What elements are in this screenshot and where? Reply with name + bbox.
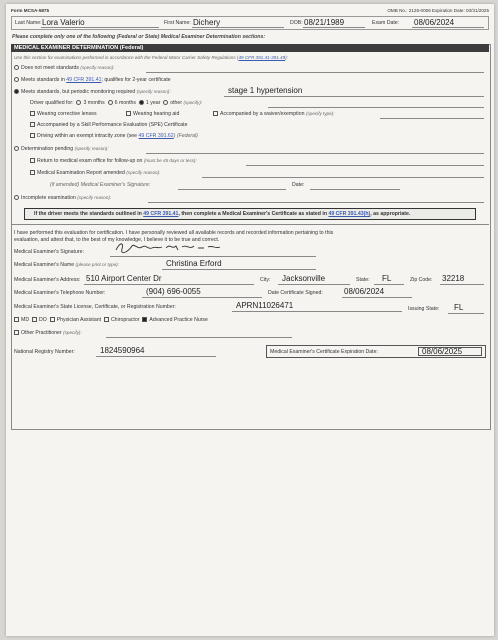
checkbox-amended[interactable]: Medical Examination Report amended (specify reason): [30,170,160,176]
city-label: City: [260,277,271,283]
address-label: Medical Examiner's Address: [14,277,81,283]
box-amended[interactable] [30,170,35,175]
first-name-label: First Name: [164,20,191,26]
nrn-field[interactable]: 1824590964 [100,346,145,355]
dob-field[interactable]: 08/21/1989 [304,18,345,27]
option-pending[interactable]: Determination pending (specify reason): [14,146,109,152]
box-spe[interactable] [30,122,35,127]
radio-3-months[interactable] [76,100,81,105]
attest-text-1: I have performed this evaluation for certification. I have personally reviewed all available records and recorded information pertaining to this [14,230,334,236]
examiner-name-label: Medical Examiner's Name (please print or type): [14,262,119,268]
form-page [6,4,494,636]
box-md[interactable] [14,317,19,322]
nrn-label: National Registry Number: [14,349,75,355]
first-name-field[interactable]: Dichery [193,18,221,27]
issuing-state-field[interactable]: FL [454,303,464,312]
radio-incomplete[interactable] [14,195,19,200]
license-field[interactable]: APRN11026471 [236,301,294,310]
radio-periodic[interactable] [14,89,19,94]
box-apn[interactable] [142,317,147,322]
last-name-label: Last Name: [15,20,42,26]
checkbox-spe[interactable]: Accompanied by a Skill Performance Evaluation (SPE) Certificate [30,122,188,128]
examiner-name-field[interactable]: Christina Erford [166,259,222,268]
amended-signature-label: (if amended) Medical Examiner's Signature: [50,182,151,188]
amended-date-label: Date: [292,182,305,188]
expiration-label: Medical Examiner's Certificate Expiration Date: [270,349,378,355]
option-incomplete[interactable]: Incomplete examination (specify reason): [14,195,111,201]
practitioner-row: MD DO Physician Assistant Chiropractor Advanced Practice Nurse [14,317,208,323]
checkbox-lenses[interactable]: Wearing corrective lenses [30,111,97,117]
phone-label: Medical Examiner's Telephone Number: [14,290,106,296]
checkbox-return[interactable]: Return to medical exam office for follow-up on (must be 45 days or less): [30,158,197,164]
form-id: Form MCSA-5875 [11,8,50,13]
last-name-field[interactable]: Lora Valerio [42,18,85,27]
radio-meets[interactable] [14,77,19,82]
option-not-meet[interactable]: Does not meet standards (specify reason): [14,65,114,71]
examiner-signature[interactable] [112,240,232,256]
omb-number: OMB No.: 2126-0006 Expiration Date: 03/31/2025 [387,8,489,13]
option-meets[interactable]: Meets standards in 49 CFR 391.41; qualifies for 2-year certificate [14,77,171,83]
issuing-state-label: Issuing State: [408,306,440,312]
periodic-reason-field[interactable]: stage 1 hypertension [228,86,303,95]
state-field[interactable]: FL [382,274,392,283]
box-do[interactable] [32,317,37,322]
radio-1-year[interactable] [139,100,144,105]
attest-text-2: evaluation, and attest that, to the best of my knowledge, I believe it to be true and correct. [14,237,220,243]
zip-label: Zip Code: [410,277,433,283]
phone-field[interactable]: (904) 696-0055 [146,287,201,296]
instruction-text: Please complete only one of the following (Federal or State) Medical Examiner Determination sections: [12,34,266,40]
license-label: Medical Examiner's State License, Certificate, or Registration Number: [14,304,176,310]
checkbox-waiver[interactable]: Accompanied by a waiver/exemption (specify type): [213,111,335,117]
notice-text: If the driver meets the standards outlined in 49 CFR 391.41, then complete a Medical Examiner's Certificate as stated in 49 CFR 391.43(h), as appropriate. [34,211,411,217]
box-zone[interactable] [30,133,35,138]
city-field[interactable]: Jacksonville [282,274,326,283]
state-label: State: [356,277,370,283]
box-lenses[interactable] [30,111,35,116]
qualified-row: Driver qualified for: 3 months 6 months 1 year other (specify): [30,100,203,106]
address-field[interactable]: 510 Airport Center Dr [86,274,162,283]
zip-field[interactable]: 32218 [442,274,465,283]
date-signed-field[interactable]: 08/06/2024 [344,287,385,296]
box-waiver[interactable] [213,111,218,116]
expiration-field[interactable]: 08/06/2025 [422,347,463,356]
signature-label: Medical Examiner's Signature: [14,249,84,255]
box-other-pract[interactable] [14,330,19,335]
divider [11,224,489,225]
box-pa[interactable] [50,317,55,322]
option-periodic[interactable]: Meets standards, but periodic monitoring required (specify reason): [14,89,171,95]
checkbox-zone[interactable]: Driving within an exempt intracity zone (see 49 CFR 391.62) (Federal) [30,133,198,139]
box-chiro[interactable] [104,317,109,322]
date-signed-label: Date Certificate Signed: [268,290,323,296]
section-subtitle: Use this section for examinations performed in accordance with the Federal Motor Carrier Safety Regulations (49 CFR 391.41-391.49): [14,55,288,60]
exam-date-label: Exam Date: [372,20,400,26]
exam-date-field[interactable]: 08/06/2024 [414,18,455,27]
box-hearing[interactable] [126,111,131,116]
other-practitioner[interactable]: Other Practitioner (specify): [14,330,82,336]
radio-other[interactable] [163,100,168,105]
dob-label: DOB: [290,20,303,26]
checkbox-hearing[interactable]: Wearing hearing aid [126,111,179,117]
radio-pending[interactable] [14,146,19,151]
radio-not-meet[interactable] [14,65,19,70]
radio-6-months[interactable] [108,100,113,105]
section-title: MEDICAL EXAMINER DETERMINATION (Federal) [11,44,489,52]
box-return[interactable] [30,158,35,163]
